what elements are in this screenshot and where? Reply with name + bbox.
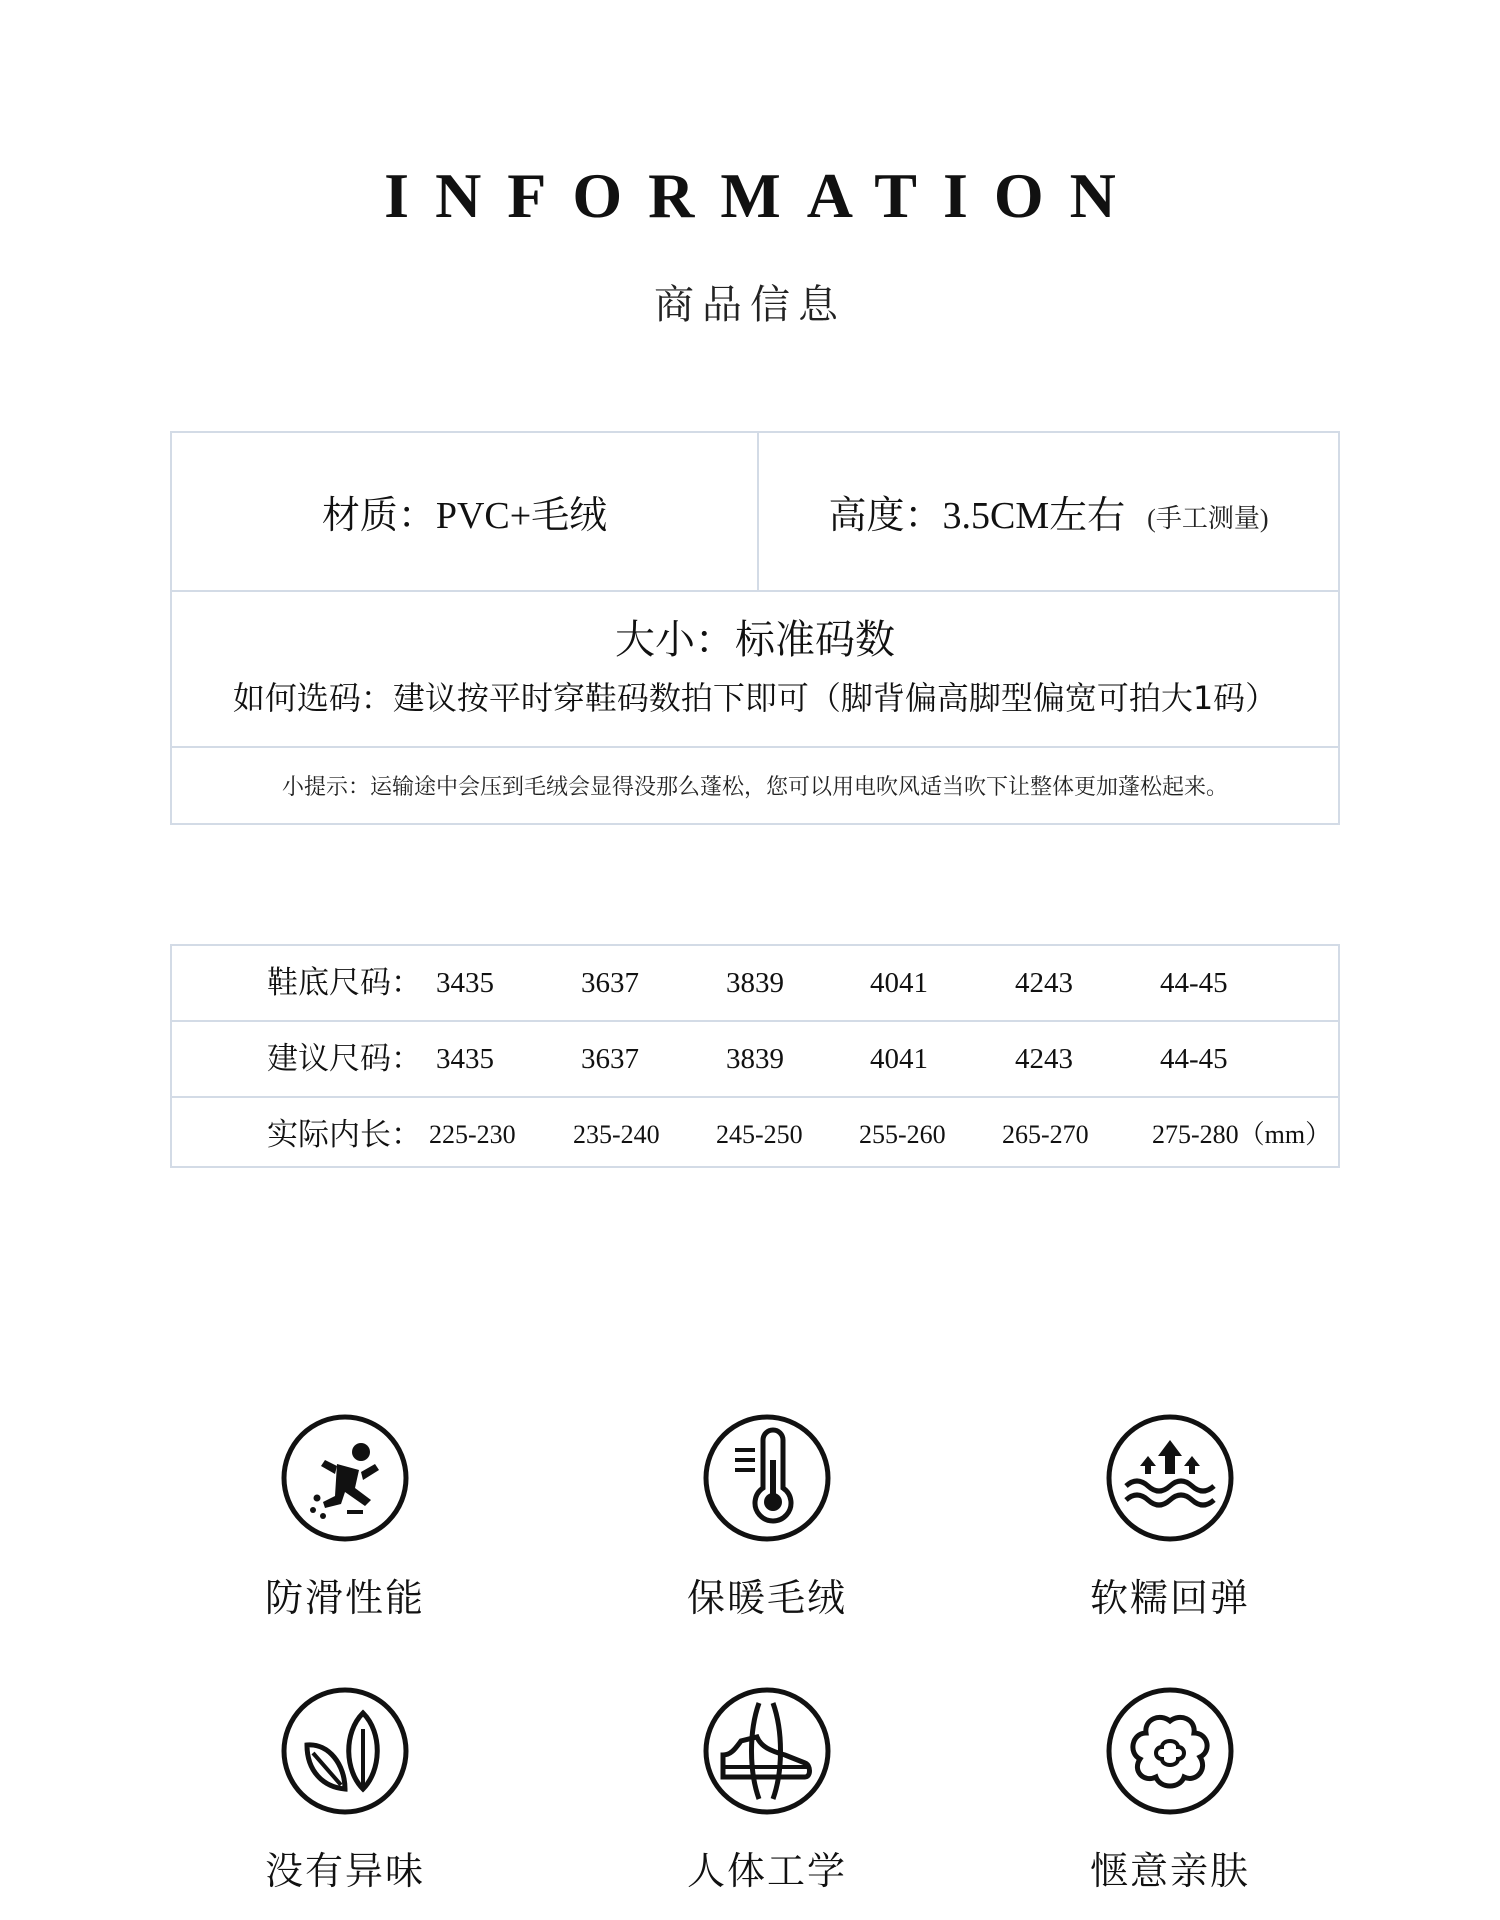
page-title: INFORMATION	[384, 160, 1142, 231]
feature-label: 防滑性能	[264, 1576, 425, 1620]
feature-slip-resistant	[215, 1412, 475, 1622]
height-text: 高度：3.5CM左右	[828, 495, 1126, 537]
table-cell: 44-45	[1160, 967, 1228, 999]
page-subtitle: 商品信息	[654, 282, 846, 328]
feature-ergonomic	[637, 1685, 897, 1895]
feature-skin-friendly	[1040, 1685, 1300, 1895]
height-note: (手工测量)	[1147, 504, 1269, 533]
table-cell: 225-230	[429, 1120, 516, 1149]
table-cell: 3839	[726, 1043, 784, 1075]
rebound-icon	[1104, 1412, 1236, 1544]
table-cell: 3435	[436, 967, 494, 999]
tip-text: 小提示：运输途中会压到毛绒会显得没那么蓬松，您可以用电吹风适当吹下让整体更加蓬松起来。	[281, 775, 1228, 800]
table-row	[172, 1098, 1338, 1172]
slip-resistant-icon	[279, 1412, 411, 1544]
table-cell: 4041	[870, 1043, 928, 1075]
feature-label: 惬意亲肤	[1089, 1849, 1250, 1893]
height-cell	[759, 433, 1338, 590]
row-label: 实际内长：	[267, 1117, 422, 1153]
thermometer-icon	[701, 1412, 833, 1544]
material-cell: 材质：PVC+毛绒	[172, 433, 759, 590]
feature-label: 人体工学	[686, 1849, 847, 1893]
info-row-size	[172, 592, 1338, 748]
table-cell: 44-45	[1160, 1043, 1228, 1075]
size-text: 大小：标准码数	[615, 617, 895, 663]
size-table	[170, 944, 1340, 1168]
feature-label: 保暖毛绒	[686, 1576, 847, 1620]
how-to-choose-text: 如何选码：建议按平时穿鞋码数拍下即可（脚背偏高脚型偏宽可拍大1码）	[232, 679, 1278, 717]
feature-no-odor	[215, 1685, 475, 1895]
table-row	[172, 1022, 1338, 1098]
info-table	[170, 431, 1340, 825]
row-label: 建议尺码：	[267, 1041, 422, 1077]
table-cell: 3839	[726, 967, 784, 999]
table-cell: 3637	[581, 1043, 639, 1075]
table-cell: 245-250	[716, 1120, 803, 1149]
table-cell: 4243	[1015, 1043, 1073, 1075]
feature-warm-plush	[637, 1412, 897, 1622]
table-cell: 265-270	[1002, 1120, 1089, 1149]
leaf-icon	[279, 1685, 411, 1817]
table-cell: 3435	[436, 1043, 494, 1075]
info-row-top	[172, 433, 1338, 592]
ergonomic-shoe-icon	[701, 1685, 833, 1817]
feature-soft-rebound	[1040, 1412, 1300, 1622]
table-cell: 4041	[870, 967, 928, 999]
cotton-icon	[1104, 1685, 1236, 1817]
table-cell: 235-240	[573, 1120, 660, 1149]
table-cell: 4243	[1015, 967, 1073, 999]
table-cell: 275-280（mm）	[1152, 1120, 1332, 1149]
table-row	[172, 946, 1338, 1022]
table-cell: 3637	[581, 967, 639, 999]
feature-label: 没有异味	[264, 1849, 425, 1893]
table-cell: 255-260	[859, 1120, 946, 1149]
row-label: 鞋底尺码：	[267, 965, 422, 1001]
feature-label: 软糯回弹	[1089, 1576, 1250, 1620]
